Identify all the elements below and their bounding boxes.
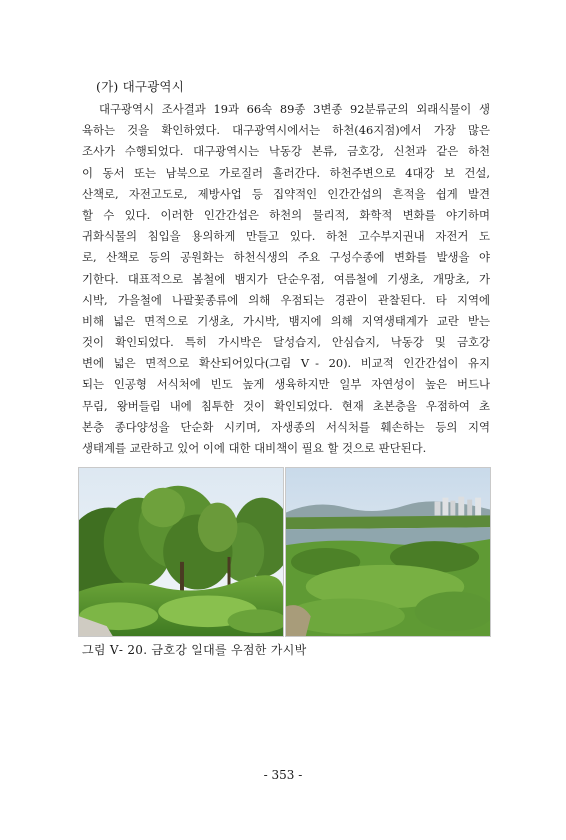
body-paragraph [82,99,490,459]
paragraph-line: 무림, 왕버들림 내에 침투한 것이 확인되었다. 현재 초본층을 우점하여 초 [82,398,490,413]
paragraph-line: 귀화식물의 침입을 용의하게 만들고 있다. 하천 고수부지권내 자전거 도 [82,229,490,244]
paragraph-line: 되는 인공형 서식처에 빈도 높게 생육하지만 일부 자연성이 높은 버드나 [82,377,490,392]
paragraph-line: 대구광역시 조사결과 19과 66속 89종 3변종 92분류군의 외래식물이 생 [99,102,490,116]
paragraph-line: 본층 종다양성을 단순화 시키며, 자생종의 서식처를 훼손하는 등의 지역 [82,419,490,434]
river-view-vine-cover-photo [285,467,491,637]
paragraph-line: 육하는 것을 확인하였다. 대구광역시에서는 하천(46지점)에서 가장 많은 [82,123,490,138]
paragraph-line: 것이 확인되었다. 특히 가시박은 달성습지, 안심습지, 낙동강 및 금호강 [82,335,490,350]
paragraph-line: 생태계를 교란하고 있어 이에 대한 대비책이 필요 할 것으로 판단된다. [82,441,427,455]
paragraph-line: 할 수 있다. 이러한 인간간섭은 하천의 물리적, 화학적 변화를 야기하며 [82,207,490,222]
figure-caption: 그림 Ⅴ- 20. 금호강 일대를 우점한 가시박 [82,643,307,657]
section-heading: (가) 대구광역시 [96,79,184,94]
riverside-vine-thicket-photo [78,467,284,637]
paragraph-line: 기한다. 대표적으로 봄철에 뱀지가 단순우점, 여름철에 기생초, 개망초, 가 [82,271,490,286]
paragraph-line: 조사가 수행되었다. 대구광역시는 낙동강 본류, 금호강, 신천과 같은 하천 [82,144,490,159]
paragraph-line: 로, 산책로 등의 공원화는 하천식생의 주요 구성수종에 변화를 발생을 야 [82,250,490,265]
paragraph-line: 이 동서 또는 남북으로 가로질러 흘러간다. 하천주변으로 4대강 보 건설, [82,165,490,180]
paragraph-line: 산책로, 자전고도로, 제방사업 등 집약적인 인간간섭의 흔적을 쉽게 발견 [82,186,490,201]
paragraph-line: 시박, 가을철에 나팔꽃종류에 의해 우점되는 경관이 관찰된다. 타 지역에 [82,292,490,307]
paragraph-line: 변에 넓은 면적으로 확산되어있다(그림 Ⅴ- 20). 비교적 인간간섭이 유지 [82,356,490,371]
page-number: - 353 - [263,768,303,782]
paragraph-line: 비해 넓은 면적으로 기생초, 가시박, 뱀지에 의해 지역생태계가 교란 받는 [82,313,490,328]
